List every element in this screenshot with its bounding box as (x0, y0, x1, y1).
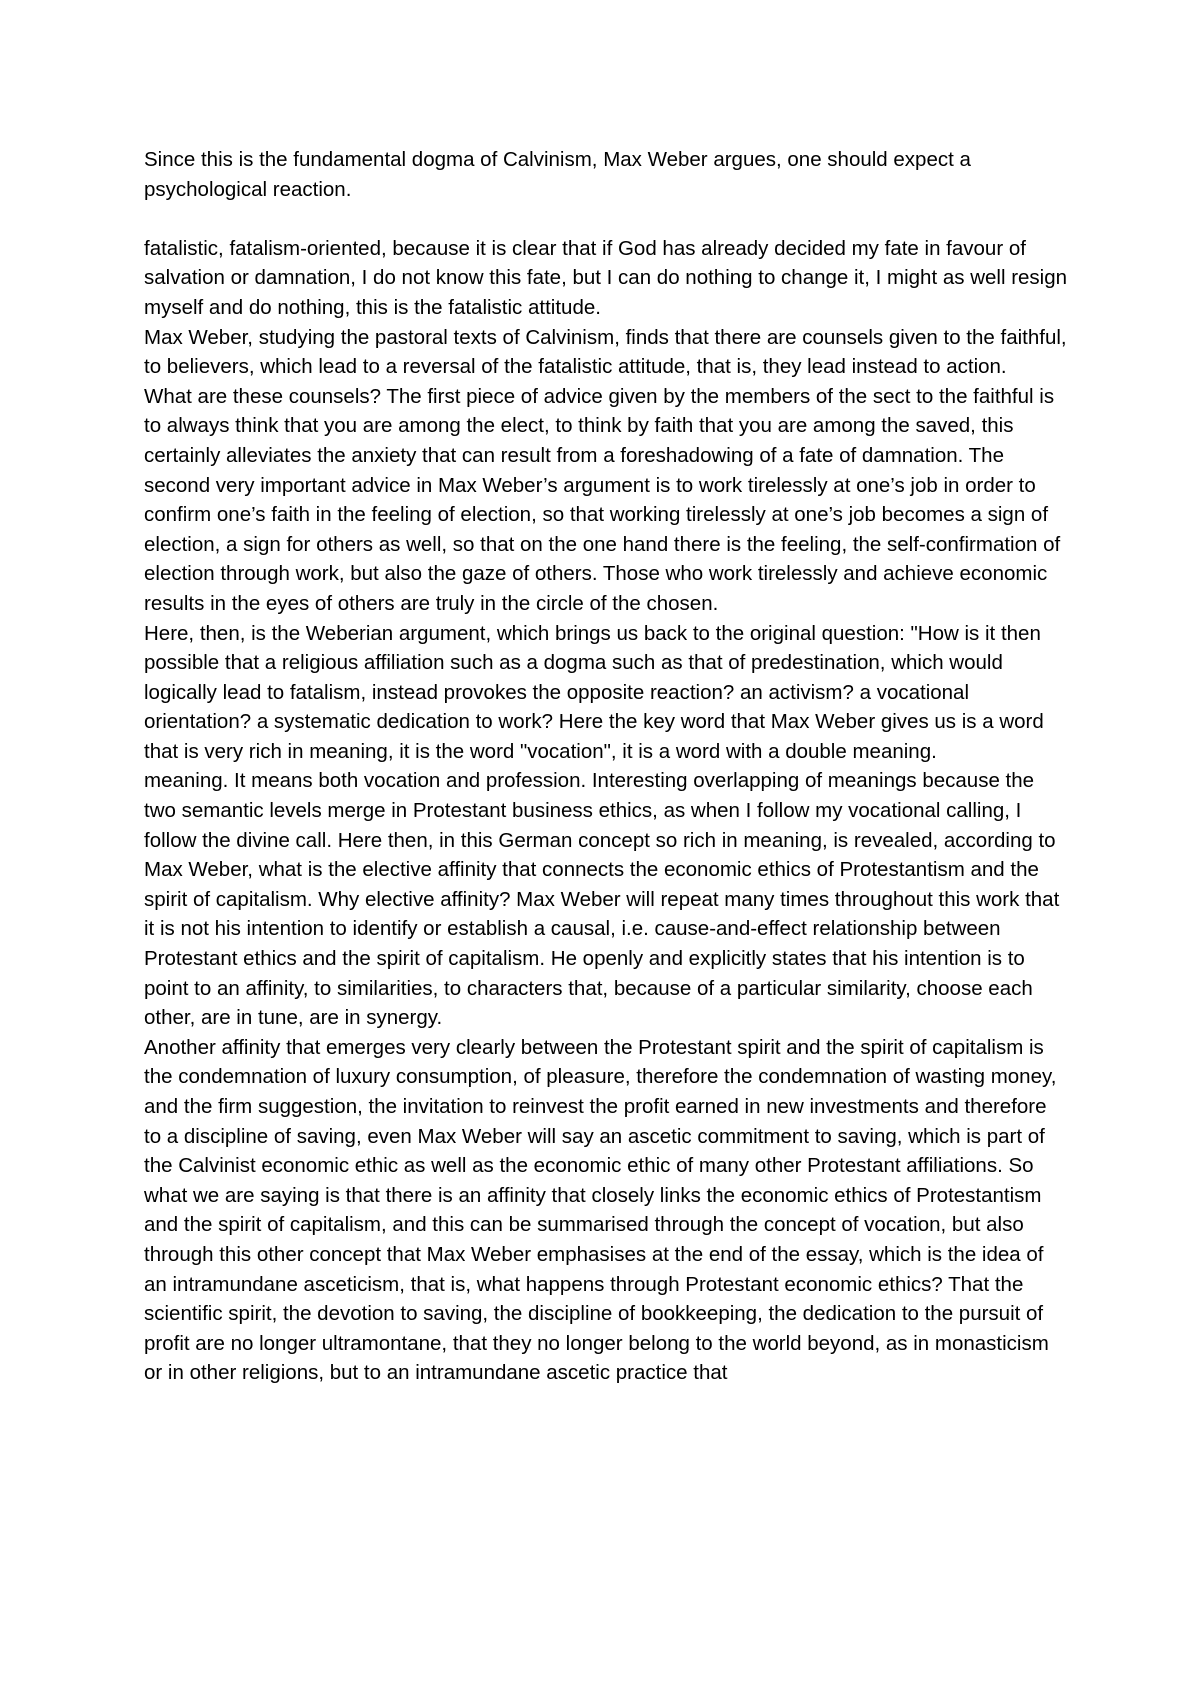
paragraph-counsels: What are these counsels? The first piece of advice given by the members of the sect to the faithful is to always think that you are among the elect, to think by faith that you are among the saved, this certainly alleviates the anxiety that can result from a foreshadowing of a fate of damnation. The second very important advice in Max Weber’s argument is to work tirelessly at one’s job in order to confirm one’s faith in the feeling of election, so that working tirelessly at one’s job becomes a sign of election, a sign for others as well, so that on the one hand there is the feeling, the self-confirmation of election through work, but also the gaze of others. Those who work tirelessly and achieve economic results in the eyes of others are truly in the circle of the chosen. (144, 384, 1061, 615)
paragraph-fatalistic: fatalistic, fatalism-oriented, because it is clear that if God has already decided my fate in favour of salvation or damnation, I do not know this fate, but I can do nothing to change it, I might as well resign myself and do nothing, this is the fatalistic attitude. (144, 236, 1068, 319)
paragraph-pastoral-texts: Max Weber, studying the pastoral texts of Calvinism, finds that there are counsels given to the faithful, to believers, which lead to a reversal of the fatalistic attitude, that is, they lead instead to action. (144, 325, 1067, 379)
paragraph-intro: Since this is the fundamental dogma of Calvinism, Max Weber argues, one should expect a psychological reaction. (144, 148, 971, 201)
paragraph-meaning: meaning. It means both vocation and profession. Interesting overlapping of meanings because the two semantic levels merge in Protestant business ethics, as when I follow my vocational calling, I follow the divine call. Here then, in this German concept so rich in meaning, is revealed, according to Max Weber, what is the elective affinity that connects the economic ethics of Protestantism and the spirit of capitalism. Why elective affinity? Max Weber will repeat many times throughout this work that it is not his intention to identify or establish a causal, i.e. cause-and-effect relationship between Protestant ethics and the spirit of capitalism. He openly and explicitly states that his intention is to point to an affinity, to similarities, to characters that, because of a particular similarity, choose each other, are in tune, are in synergy. (144, 769, 1060, 1030)
document-body (144, 145, 1069, 1388)
paragraph-another-affinity: Another affinity that emerges very clearly between the Protestant spirit and the spirit of capitalism is the condemnation of luxury consumption, of pleasure, therefore the condemnation of wasting money, and the firm suggestion, the invitation to reinvest the profit earned in new investments and therefore to a discipline of saving, even Max Weber will say an ascetic commitment to saving, which is part of the Calvinist economic ethic as well as the economic ethic of many other Protestant affiliations. So what we are saying is that there is an affinity that closely links the economic ethics of Protestantism and the spirit of capitalism, and this can be summarised through the concept of vocation, but also through this other concept that Max Weber emphasises at the end of the essay, which is the idea of an intramundane asceticism, that is, what happens through Protestant economic ethics? That the scientific spirit, the devotion to saving, the discipline of bookkeeping, the dedication to the pursuit of profit are no longer ultramontane, that they no longer belong to the world beyond, as in monasticism or in other religions, but to an intramundane ascetic practice that (144, 1035, 1057, 1385)
paragraph-weberian-argument: Here, then, is the Weberian argument, which brings us back to the original question: "How is it then possible that a religious affiliation such as a dogma such as that of predestination, which would logically lead to fatalism, instead provokes the opposite reaction? an activism? a vocational orientation? a systematic dedication to work? Here the key word that Max Weber gives us is a word that is very rich in meaning, it is the word "vocation", it is a word with a double meaning. (144, 621, 1044, 763)
